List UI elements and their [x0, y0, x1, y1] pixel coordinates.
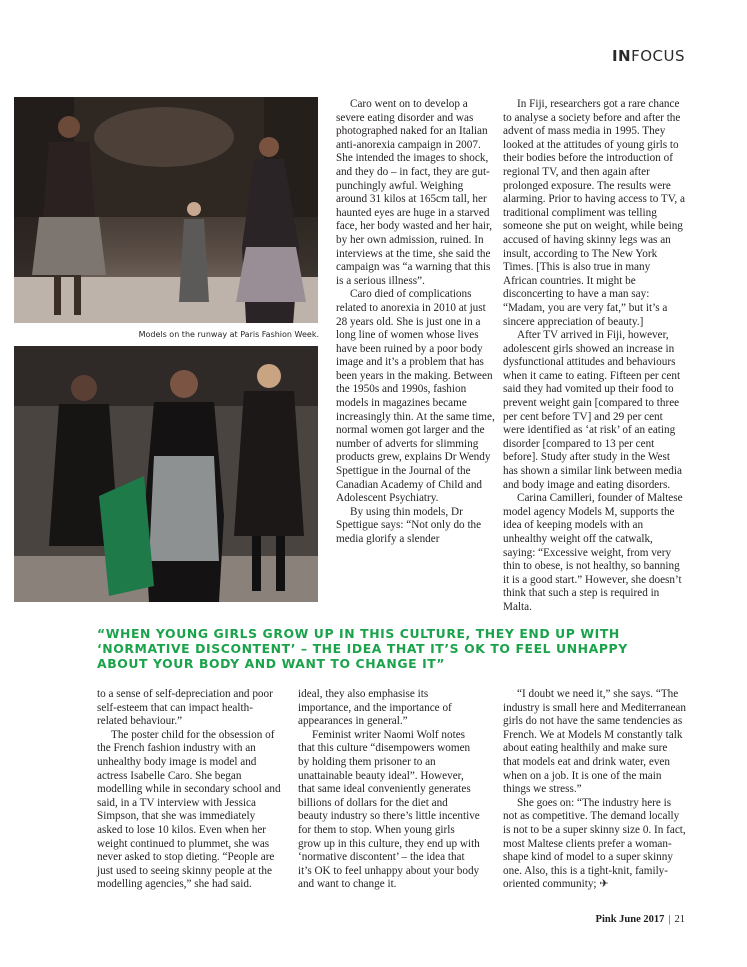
- section-header-rest: FOCUS: [631, 47, 685, 65]
- publication-name: Pink June 2017: [595, 914, 665, 925]
- page-footer: [596, 914, 685, 925]
- section-header: [612, 47, 685, 65]
- paragraph: to a sense of self-depreciation and poor self-esteem that can impact health-related behaviour.”: [97, 688, 273, 728]
- article-bottom-column-3: [503, 688, 686, 892]
- footer-separator: |: [668, 914, 671, 925]
- section-header-bold: IN: [611, 47, 632, 65]
- pull-quote: “WHEN YOUNG GIRLS GROW UP IN THIS CULTURE, THEY END UP WITH ‘NORMATIVE DISCONTENT’ – THE IDEA THAT IT’S OK TO FEEL UNHAPPY ABOUT YOUR BODY AND WANT TO CHANGE IT”: [97, 626, 628, 672]
- paragraph: She goes on: “The industry here is not as competitive. The demand locally is not to be a super skinny size 0. In fact, most Maltese clients prefer a woman-shape kind of model to a super skinny one. Also, this is a tight-knit, family-oriented community; ✈: [503, 796, 686, 891]
- paragraph: “I doubt we need it,” she says. “The industry is small here and Mediterranean girls do not have the same tendencies as French. We at Models M constantly talk about eating healthily and make sure that models eat and drink water, even when on a job. It is one of the main things we stress.”: [503, 688, 686, 796]
- paragraph: Feminist writer Naomi Wolf notes that this culture “disempowers women by holding them prisoner to an unattainable beauty ideal”. However, that same ideal conveniently generates billions of dollars for the diet and beauty industry so there’s little incentive for them to stop. When young girls grow up in this culture, they end up with ‘normative discontent’ – the idea that it’s OK to feel unhappy about your body and want to change it.: [298, 728, 480, 891]
- paragraph: ideal, they also emphasise its importance, and the importance of appearances in general.”: [298, 688, 452, 728]
- page-number: 21: [674, 914, 685, 925]
- runway-photo-bottom-illustration: [14, 346, 318, 602]
- paragraph: Caro went on to develop a severe eating disorder and was photographed naked for an Italian anti-anorexia campaign in 2007. She intended the images to shock, and they do – in fact, they are gut-punchingly awful. Weighing around 31 kilos at 165cm tall, her haunted eyes are huge in a starved face, her body wasted and her hair, by her own admission, ruined. In interviews at the time, she said the campaign was “a warning that this is a serious illness”.: [336, 98, 493, 287]
- runway-photo-bottom: [14, 346, 318, 602]
- article-column-1: [336, 98, 496, 547]
- paragraph: Caro died of complications related to anorexia in 2010 at just 28 years old. She is just one in a long line of women whose lives have been ruined by a poor body image and it’s a problem that has been years in the making. Between the 1950s and 1990s, fashion models in magazines became increasingly thin. At the same time, normal women got larger and the number of adverts for slimming products grew, explains Dr Wendy Spettigue in the Journal of the Canadian Academy of Child and Adolescent Psychiatry.: [336, 288, 495, 505]
- runway-photo-top: [14, 97, 318, 323]
- article-bottom-column-1: [97, 688, 282, 892]
- paragraph: The poster child for the obsession of the French fashion industry with an unhealthy body image is model and actress Isabelle Caro. She began modelling while in secondary school and said, in a TV interview with Jessica Simpson, that she was immediately asked to lose 10 kilos. Even when her weight continued to plummet, she was never asked to stop dieting. “People are just used to seeing skinny people at the modelling agencies,” she had said.: [97, 728, 281, 891]
- paragraph: Carina Camilleri, founder of Maltese model agency Models M, supports the idea of keeping models with an unhealthy weight off the catwalk, saying: “Excessive weight, from very thin to obese, is not healthy, so banning it is a good start.” However, she doesn’t think that such a step is required in Malta.: [503, 492, 683, 613]
- article-bottom-column-2: [298, 688, 480, 892]
- paragraph: By using thin models, Dr Spettigue says: “Not only do the media glorify a slender: [336, 505, 482, 545]
- photo-caption: Models on the runway at Paris Fashion Week.: [138, 330, 319, 339]
- article-column-2: [503, 98, 686, 615]
- runway-photo-top-illustration: [14, 97, 318, 323]
- paragraph: After TV arrived in Fiji, however, adolescent girls showed an increase in dysfunctional attitudes and behaviours when it came to eating. Fifteen per cent said they had vomited up their food to prevent weight gain [compared to three per cent before TV] and 29 per cent were identified as ‘at risk’ of an eating disorder [compared to 13 per cent before]. Study after study in the West has shown a similar link between media and body image and eating disorders.: [503, 329, 682, 491]
- paragraph: In Fiji, researchers got a rare chance to analyse a society before and after the advent of mass media in 1995. They looked at the attitudes of young girls to their bodies before the introduction of regional TV, and then again after prolonged exposure. The results were alarming. Prior to having access to TV, a traditional compliment was telling someone she put on weight, while being accused of having skinny legs was an insult, according to The New York Times. [This is also true in many African countries. It might be disconcerting to have a man say: “Madam, you are very fat,” but it’s a sincere appreciation of beauty.]: [503, 98, 685, 328]
